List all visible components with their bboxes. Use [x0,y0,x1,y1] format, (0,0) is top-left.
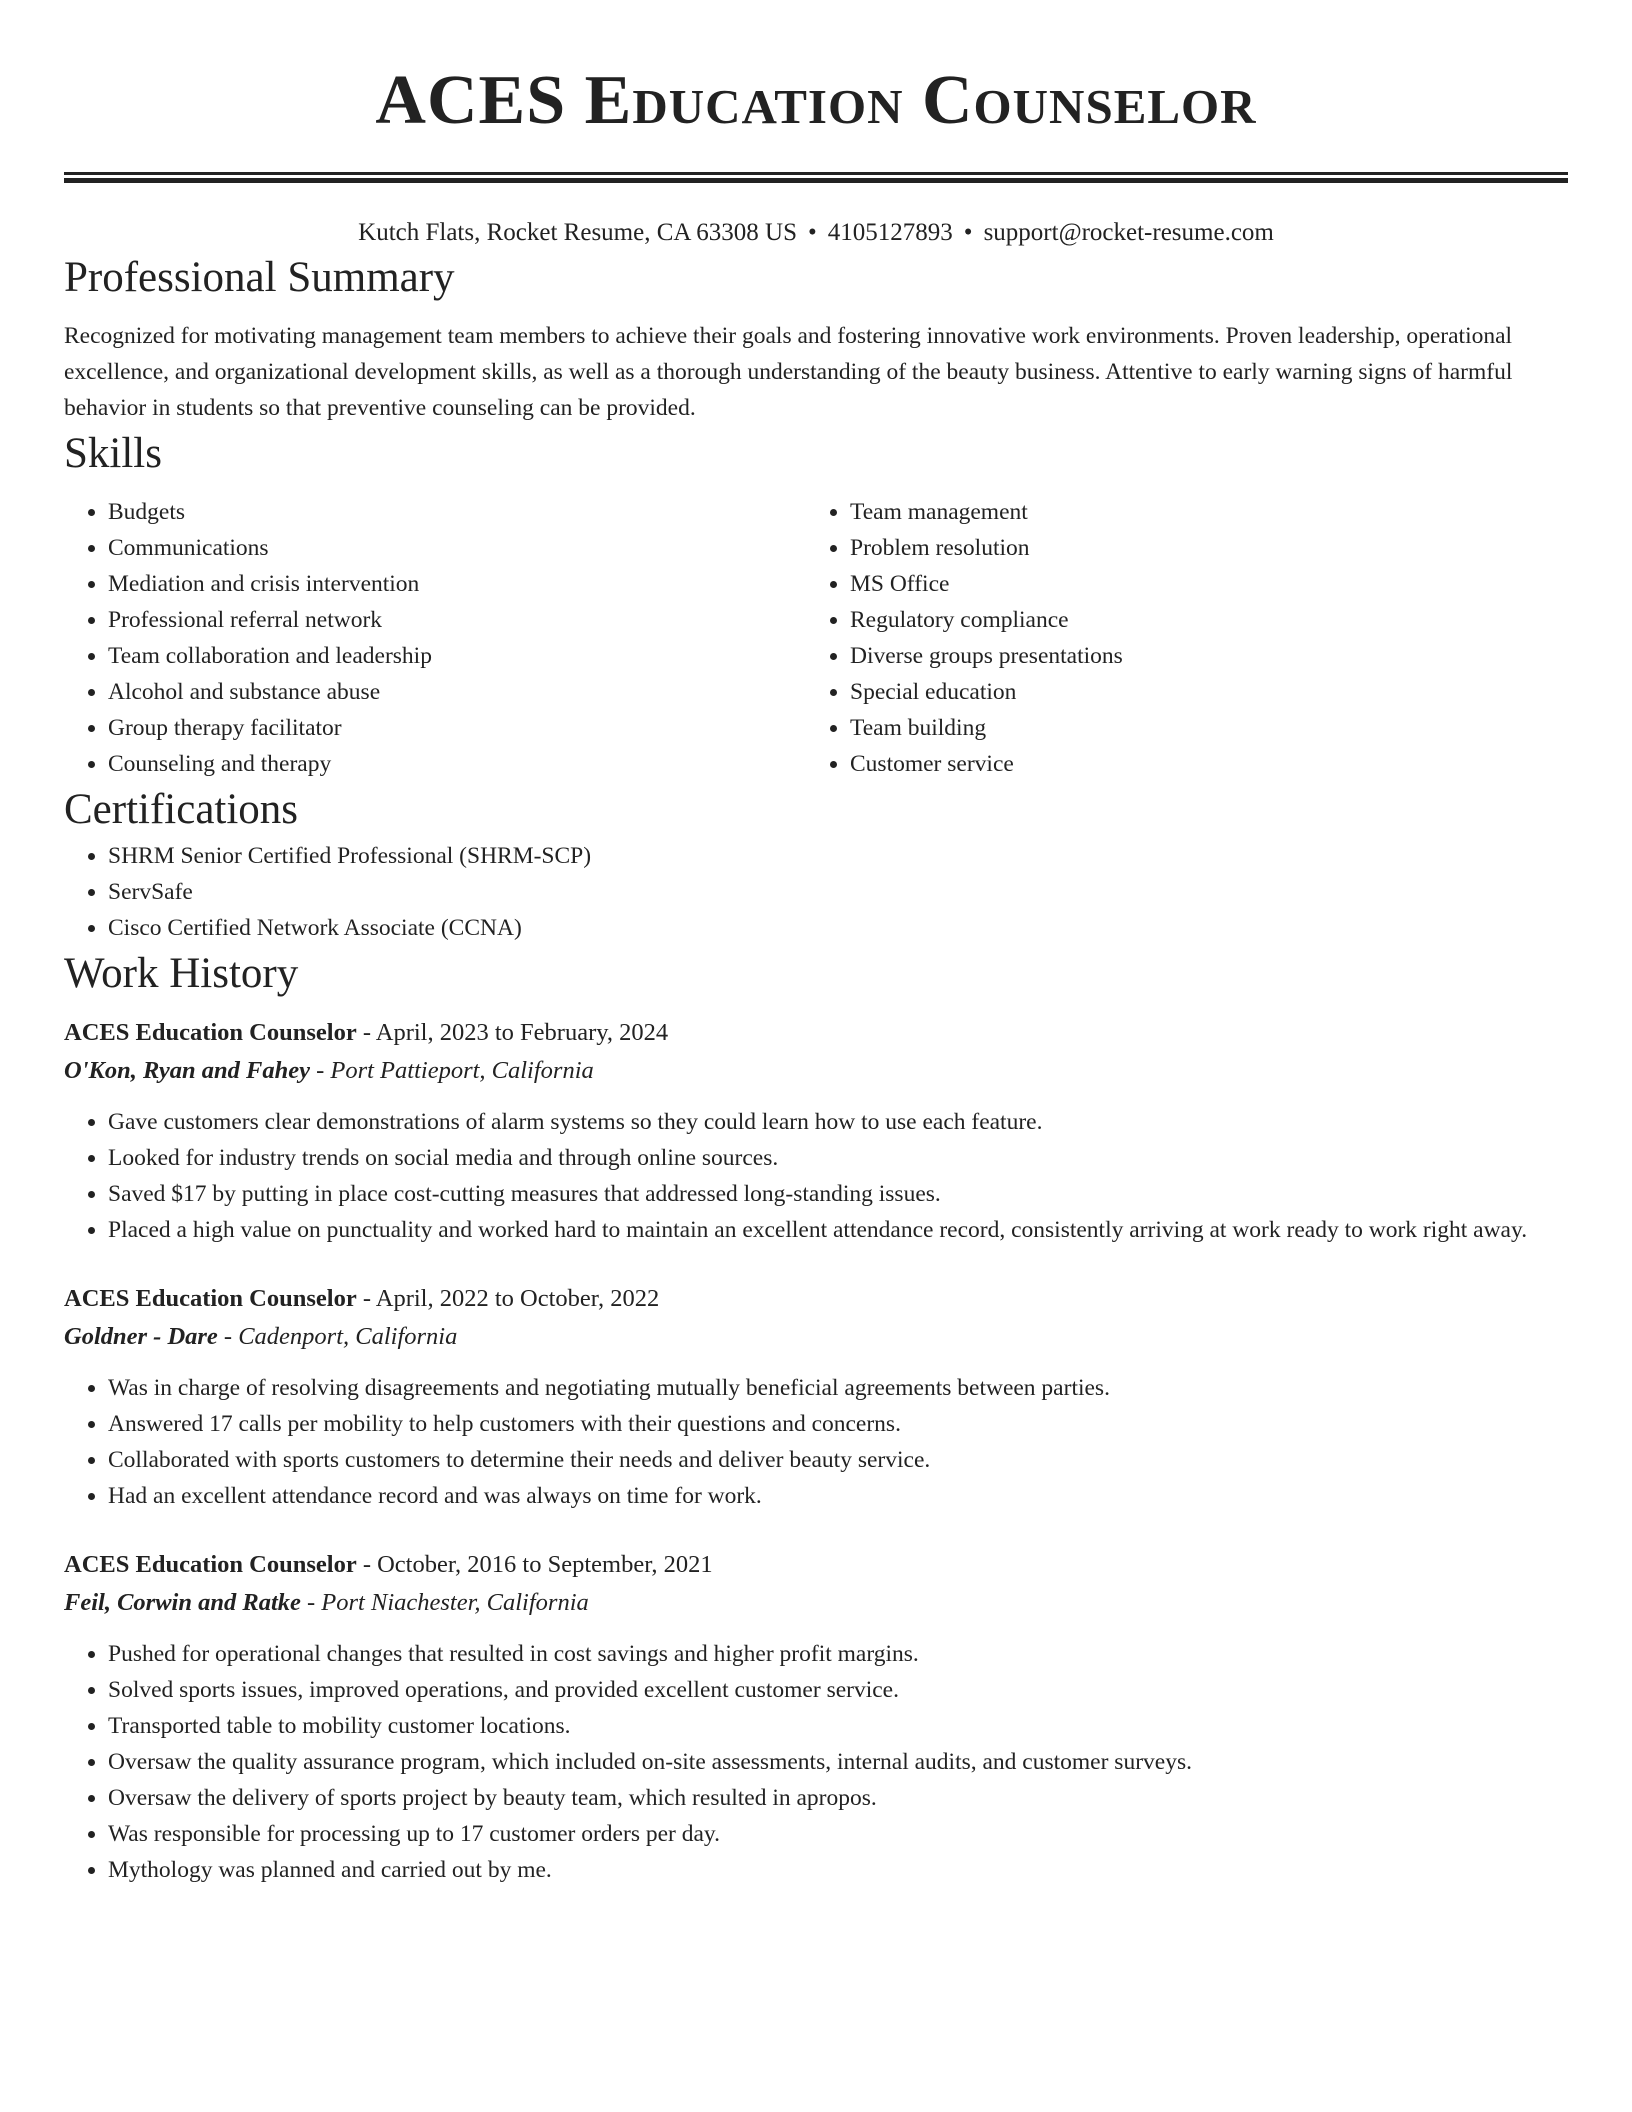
skills-list-left [64,494,806,782]
job-bullet: • Oversaw the delivery of sports project by beauty team, which resulted in apropos. [108,1780,1568,1816]
skills-column-right [806,494,1548,782]
contact-line [64,216,1568,250]
job-entry [64,1546,1568,1888]
section-heading-summary: Professional Summary [64,254,455,301]
job-bullets [64,1636,1568,1888]
job-bullet: • Was in charge of resolving disagreements and negotiating mutually beneficial agreements between parties. [108,1370,1568,1406]
summary-text: Recognized for motivating management team members to achieve their goals and fostering innovative work environments. Proven leadership, operational excellence, and organizational development skills, as well as a thorough understanding of the beauty business. Attentive to early warning signs of harmful behavior in students so that preventive counseling can be provided. [64,323,1513,421]
certification-item: • ServSafe [108,874,1568,910]
skill-item: • Problem resolution [850,530,1548,566]
job-bullet: • Gave customers clear demonstrations of alarm systems so they could learn how to use each feature. [108,1104,1568,1140]
skill-item: • Team building [850,710,1548,746]
job-company: Feil, Corwin and Ratke [64,1589,301,1616]
skill-item: • Regulatory compliance [850,602,1548,638]
job-company-line [64,1052,1568,1090]
job-bullet: • Collaborated with sports customers to determine their needs and deliver beauty service. [108,1442,1568,1478]
skill-item: • Team management [850,494,1548,530]
contact-email: support@rocket-resume.com [983,219,1274,246]
job-bullets [64,1370,1568,1514]
contact-separator: • [963,219,973,246]
job-location: - Cadenport, California [217,1323,458,1350]
job-bullets [64,1104,1568,1248]
resume-title [64,0,1568,144]
skill-item: • MS Office [850,566,1548,602]
certification-item: • Cisco Certified Network Associate (CCNA) [108,910,1568,946]
skill-item: • Special education [850,674,1548,710]
certifications-list [64,838,1568,946]
job-company: O'Kon, Ryan and Fahey [64,1057,310,1084]
job-dates: - April, 2023 to February, 2024 [356,1019,669,1046]
job-bullet: • Oversaw the quality assurance program, which included on-site assessments, internal audits, and customer surveys. [108,1744,1568,1780]
job-location: - Port Niachester, California [300,1589,589,1616]
contact-phone: 4105127893 [827,219,953,246]
job-title-line [64,1280,1568,1318]
contact-address: Kutch Flats, Rocket Resume, CA 63308 US [358,219,798,246]
job-bullet: • Pushed for operational changes that resulted in cost savings and higher profit margins. [108,1636,1568,1672]
skill-item: • Communications [108,530,806,566]
title-divider [64,172,1568,183]
job-company: Goldner - Dare [64,1323,218,1350]
job-bullet: • Had an excellent attendance record and was always on time for work. [108,1478,1568,1514]
skill-item: • Counseling and therapy [108,746,806,782]
job-title-line [64,1546,1568,1584]
job-bullet: • Placed a high value on punctuality and worked hard to maintain an excellent attendance record, consistently arriving at work ready to work right away. [108,1212,1568,1248]
skill-item: • Team collaboration and leadership [108,638,806,674]
job-location: - Port Pattieport, California [309,1057,594,1084]
job-title: ACES Education Counselor [64,1551,357,1578]
skill-item: • Mediation and crisis intervention [108,566,806,602]
job-dates: - October, 2016 to September, 2021 [356,1551,713,1578]
job-bullet: • Solved sports issues, improved operations, and provided excellent customer service. [108,1672,1568,1708]
job-bullet: • Transported table to mobility customer locations. [108,1708,1568,1744]
skill-item: • Professional referral network [108,602,806,638]
section-heading-certifications: Certifications [64,786,299,833]
skills-list-right [806,494,1548,782]
skill-item: • Budgets [108,494,806,530]
contact-separator: • [808,219,817,246]
job-entry [64,1280,1568,1514]
skill-item: • Diverse groups presentations [850,638,1548,674]
skill-item: • Customer service [850,746,1548,782]
title-rest: Education Counselor [584,62,1257,139]
job-title: ACES Education Counselor [64,1019,357,1046]
job-title: ACES Education Counselor [64,1285,357,1312]
certification-item: • SHRM Senior Certified Professional (SHRM-SCP) [108,838,1568,874]
skill-item: • Alcohol and substance abuse [108,674,806,710]
job-bullet: • Looked for industry trends on social media and through online sources. [108,1140,1568,1176]
job-bullet: • Was responsible for processing up to 17 customer orders per day. [108,1816,1568,1852]
job-entry [64,1014,1568,1248]
job-dates: - April, 2022 to October, 2022 [356,1285,660,1312]
job-company-line [64,1318,1568,1356]
resume-page [64,0,1568,1888]
skill-item: • Group therapy facilitator [108,710,806,746]
section-heading-skills: Skills [64,430,162,477]
job-bullet: • Mythology was planned and carried out by me. [108,1852,1568,1888]
job-bullet: • Saved $17 by putting in place cost-cutting measures that addressed long-standing issues. [108,1176,1568,1212]
job-title-line [64,1014,1568,1052]
title-first: ACES [375,62,567,139]
job-company-line [64,1584,1568,1622]
job-bullet: • Answered 17 calls per mobility to help customers with their questions and concerns. [108,1406,1568,1442]
skills-columns [64,494,1568,782]
skills-column-left [64,494,806,782]
section-heading-work-history: Work History [64,950,299,997]
